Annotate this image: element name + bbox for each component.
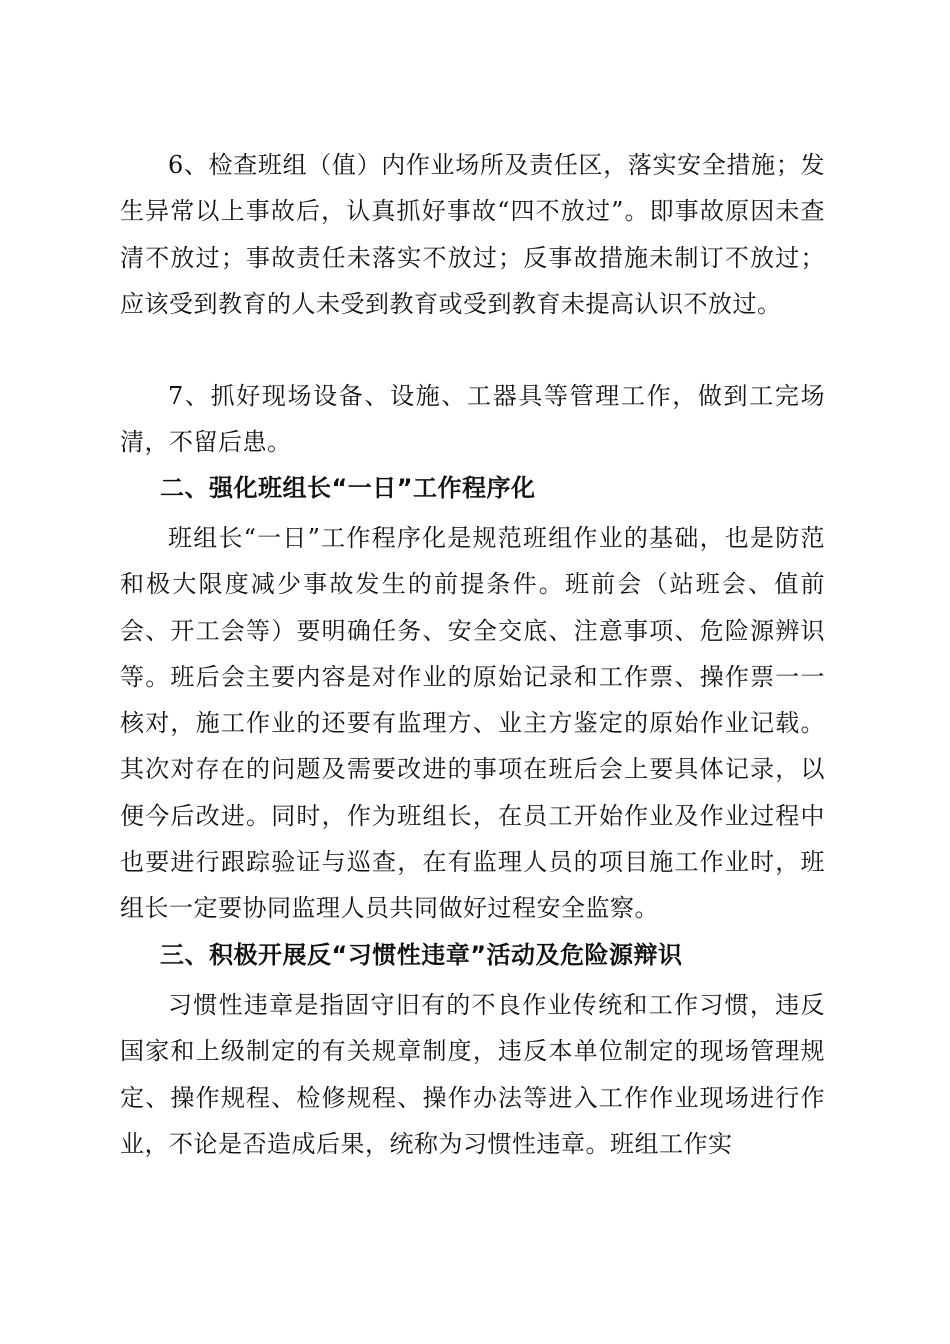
paragraph-section-3-body: 习惯性违章是指固守旧有的不良作业传统和工作习惯，违反国家和上级制定的有关规章制度，违反本单位制定的现场管理规定、操作规程、检修规程、操作办法等进入工作作业现场进行作业，不论是否造成后果，统称为习惯性违章。班组工作实 (120, 991, 825, 1158)
paragraph-item-7: 7、抓好现场设备、设施、工器具等管理工作，做到工完场清，不留后患。 (120, 382, 825, 457)
paragraph-item-6: 6、检查班组（值）内作业场所及责任区，落实安全措施；发生异常以上事故后，认真抓好事故“四不放过”。即事故原因未查清不放过；事故责任未落实不放过；反事故措施未制订不放过；应该受到教育的人未受到教育或受到教育未提高认识不放过。 (120, 151, 825, 318)
section-heading-2: 二、强化班组长“一日”工作程序化 (160, 474, 536, 502)
paragraph-section-2-body: 班组长“一日”工作程序化是规范班组作业的基础，也是防范和极大限度减少事故发生的前提条件。班前会（站班会、值前会、开工会等）要明确任务、安全交底、注意事项、危险源辨识等。班后会主要内容是对作业的原始记录和工作票、操作票一一核对，施工作业的还要有监理方、业主方鉴定的原始作业记载。其次对存在的问题及需要改进的事项在班后会上要具体记录，以便今后改进。同时，作为班组长，在员工开始作业及作业过程中也要进行跟踪验证与巡查，在有监理人员的项目施工作业时，班组长一定要协同监理人员共同做好过程安全监察。 (120, 524, 825, 923)
section-heading-3: 三、积极开展反“习惯性违章”活动及危险源辩识 (160, 941, 683, 969)
document-page (120, 142, 825, 1167)
